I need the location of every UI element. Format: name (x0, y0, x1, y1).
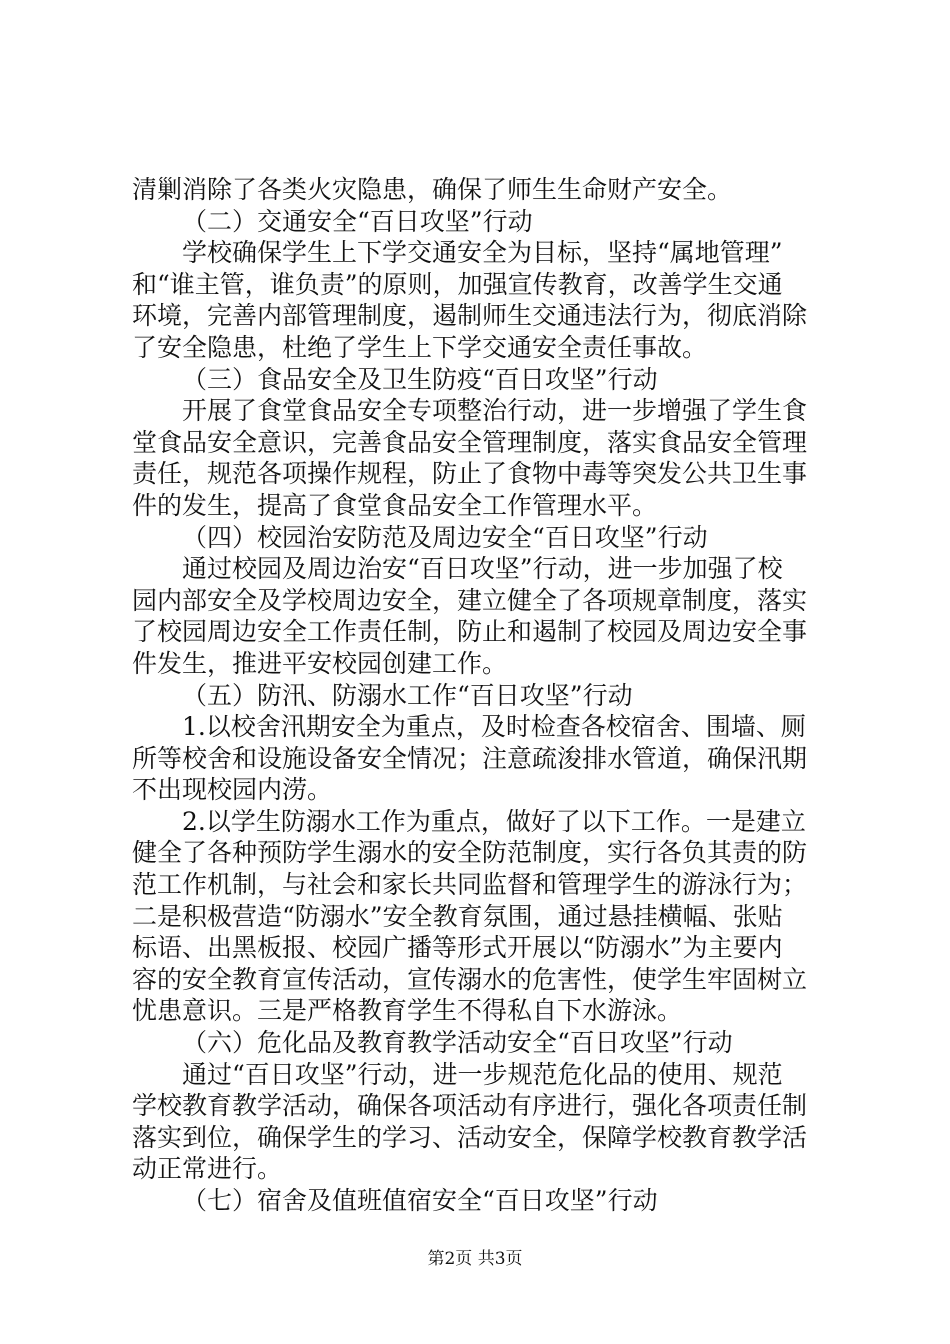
text-line: 范工作机制，与社会和家长共同监督和管理学生的游泳行为； (132, 870, 808, 900)
page-footer: 第2页 共3页 (427, 1249, 523, 1269)
text-line: 2.以学生防溺水工作为重点，做好了以下工作。一是建立 (182, 806, 806, 836)
text-line: 动正常进行。 (132, 1154, 283, 1184)
document-body (132, 174, 826, 1217)
text-line: 件的发生，提高了食堂食品安全工作管理水平。 (132, 490, 658, 520)
text-line: 通过校园及周边治安“百日攻坚”行动，进一步加强了校 (182, 554, 783, 584)
text-line: 环境，完善内部管理制度，遏制师生交通违法行为，彻底消除 (132, 301, 808, 331)
text-line: 件发生，推进平安校园创建工作。 (132, 648, 508, 678)
text-line: 容的安全教育宣传活动，宣传溺水的危害性，使学生牢固树立 (132, 964, 808, 994)
text-line: 落实到位，确保学生的学习、活动安全，保障学校教育教学活 (132, 1122, 808, 1152)
text-line: 开展了食堂食品安全专项整治行动，进一步增强了学生食 (182, 396, 808, 426)
text-line: （五）防汛、防溺水工作“百日攻坚”行动 (182, 680, 633, 710)
text-line: 忧患意识。三是严格教育学生不得私自下水游泳。 (132, 996, 683, 1026)
text-line: 了校园周边安全工作责任制，防止和遏制了校园及周边安全事 (132, 617, 808, 647)
text-line: 所等校舍和设施设备安全情况；注意疏浚排水管道，确保汛期 (132, 743, 808, 773)
text-line: 健全了各种预防学生溺水的安全防范制度，实行各负其责的防 (132, 838, 808, 868)
text-line: 二是积极营造“防溺水”安全教育氛围，通过悬挂横幅、张贴 (132, 901, 783, 931)
text-line: （七）宿舍及值班值宿安全“百日攻坚”行动 (182, 1186, 658, 1215)
text-line: （二）交通安全“百日攻坚”行动 (182, 206, 533, 236)
text-line: （三）食品安全及卫生防疫“百日攻坚”行动 (182, 364, 658, 394)
text-line: 不出现校园内涝。 (132, 775, 333, 805)
text-line: （四）校园治安防范及周边安全“百日攻坚”行动 (182, 522, 708, 552)
text-line: （六）危化品及教育教学活动安全“百日攻坚”行动 (182, 1028, 733, 1058)
text-line: 堂食品安全意识，完善食品安全管理制度，落实食品安全管理 (132, 427, 808, 457)
text-line: 1.以校舍汛期安全为重点，及时检查各校宿舍、围墙、厕 (182, 712, 806, 742)
text-line: 学校教育教学活动，确保各项活动有序进行，强化各项责任制 (132, 1091, 808, 1121)
text-line: 责任，规范各项操作规程，防止了食物中毒等突发公共卫生事 (132, 459, 808, 489)
text-line: 通过“百日攻坚”行动，进一步规范危化品的使用、规范 (182, 1059, 783, 1089)
text-line: 园内部安全及学校周边安全，建立健全了各项规章制度，落实 (132, 585, 808, 615)
text-line: 学校确保学生上下学交通安全为目标，坚持“属地管理” (182, 238, 783, 268)
text-line: 清剿消除了各类火灾隐患，确保了师生生命财产安全。 (132, 175, 733, 204)
text-line: 标语、出黑板报、校园广播等形式开展以“防溺水”为主要内 (132, 933, 783, 963)
text-line: 和“谁主管，谁负责”的原则，加强宣传教育，改善学生交通 (132, 269, 783, 299)
text-line: 了安全隐患，杜绝了学生上下学交通安全责任事故。 (132, 332, 708, 362)
